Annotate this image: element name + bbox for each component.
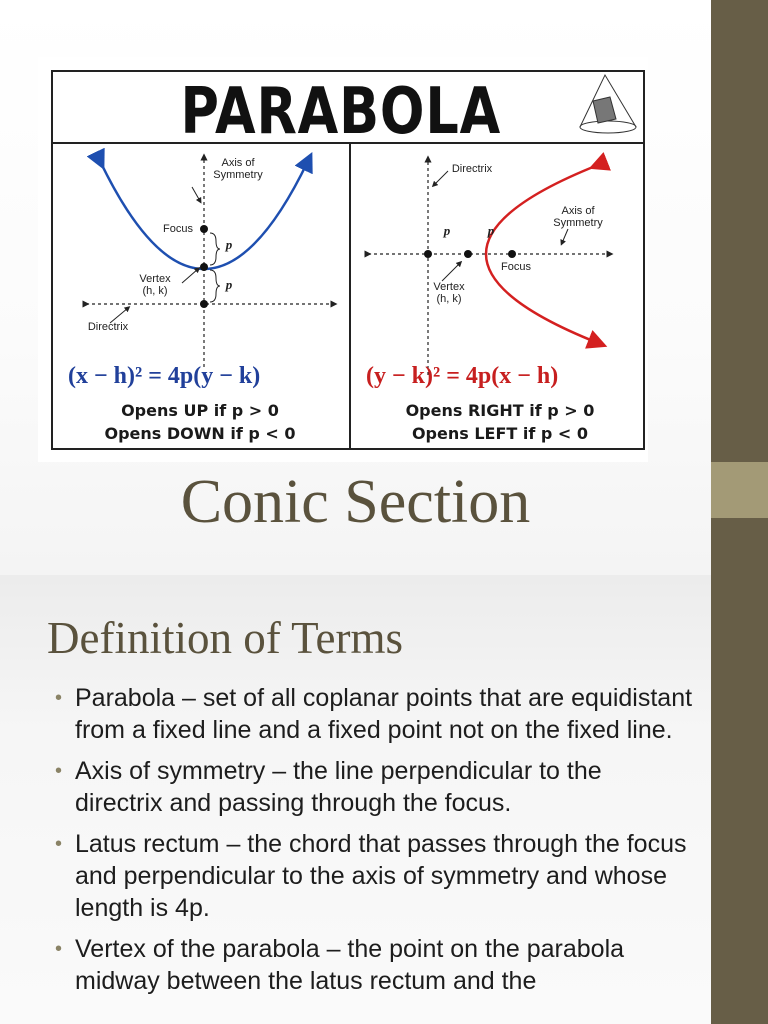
bullet-icon: •: [55, 938, 63, 960]
sidebar-decoration-lower: [711, 575, 768, 1024]
right-condition-left: Opens LEFT if p < 0: [411, 424, 589, 443]
right-directrix-label: Directrix: [451, 163, 493, 175]
left-condition-up: Opens UP if p > 0: [121, 401, 279, 420]
list-item-text: Axis of symmetry – the line perpendicular to the directrix and passing through the focus.: [75, 757, 602, 817]
slide-title: Conic Section: [180, 468, 531, 536]
sidebar-accent: [711, 462, 768, 518]
list-item: [55, 682, 695, 746]
left-condition-down: Opens DOWN if p < 0: [104, 424, 296, 443]
right-vertex-label: Vertex: [433, 281, 465, 293]
list-item: [55, 755, 695, 819]
right-focus-label: Focus: [501, 261, 531, 273]
list-item: [55, 828, 695, 924]
bullet-icon: •: [55, 760, 63, 782]
section-title: Definition of Terms: [47, 613, 403, 663]
list-item-text: Parabola – set of all coplanar points that are equidistant from a fixed line and a fixed point not on the fixed line.: [75, 684, 693, 744]
right-p-label-left: p: [443, 223, 451, 238]
definition-list: [55, 682, 695, 1006]
bullet-icon: •: [55, 833, 63, 855]
list-item-text: Latus rectum – the chord that passes through the focus and perpendicular to the axis of symmetry and whose length is 4p.: [75, 830, 687, 922]
list-item: [55, 933, 695, 997]
left-vertex-label: Vertex: [139, 273, 171, 285]
figure-title: PARABOLA: [180, 75, 502, 149]
right-condition-right: Opens RIGHT if p > 0: [405, 401, 595, 420]
right-p-label-right: p: [487, 223, 495, 238]
left-vertex-coords: (h, k): [142, 285, 168, 297]
right-equation: (y − k)² = 4p(x − h): [366, 363, 559, 389]
left-directrix-label: Directrix: [87, 321, 129, 333]
right-axis-label: Axis of Symmetry: [553, 205, 603, 229]
left-p-label-upper: p: [225, 237, 233, 252]
left-focus-label: Focus: [163, 223, 193, 235]
left-axis-label: Axis of Symmetry: [213, 157, 263, 181]
parabola-figure: [38, 57, 648, 462]
right-vertex-coords: (h, k): [436, 293, 462, 305]
left-p-label-lower: p: [225, 277, 233, 292]
left-equation: (x − h)² = 4p(y − k): [68, 363, 261, 389]
list-item-text: Vertex of the parabola – the point on the parabola midway between the latus rectum and the: [75, 935, 625, 995]
bullet-icon: •: [55, 687, 63, 709]
